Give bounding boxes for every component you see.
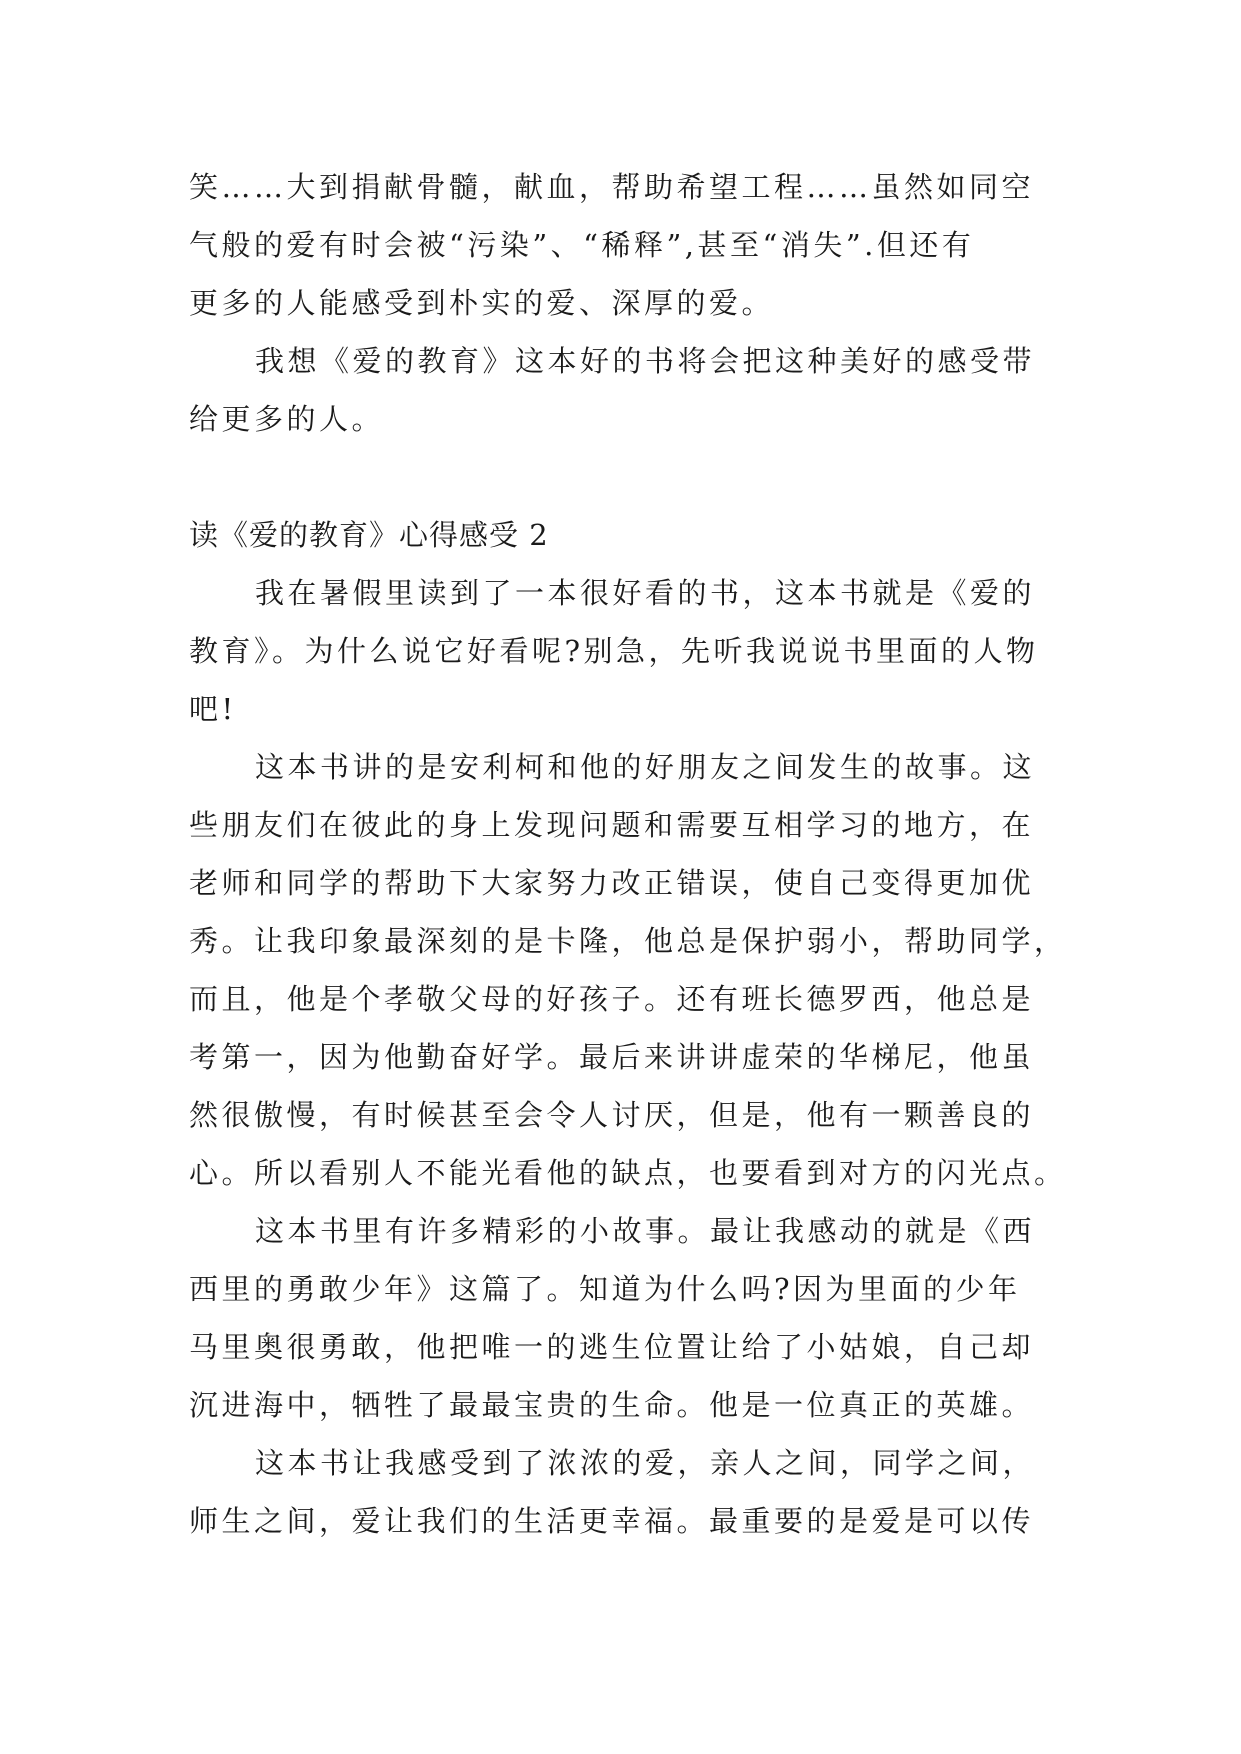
text-line: 然很傲慢，有时候甚至会令人讨厌，但是，他有一颗善良的	[189, 1098, 1035, 1132]
text-line: 给更多的人。	[189, 402, 385, 436]
text-line: 沉进海中，牺牲了最最宝贵的生命。他是一位真正的英雄。	[189, 1388, 1035, 1422]
text-line: 教育》。为什么说它好看呢?别急，先听我说说书里面的人物	[189, 634, 1039, 668]
text-line: 心。所以看别人不能光看他的缺点，也要看到对方的闪光点。	[189, 1156, 1067, 1190]
text-line: 我在暑假里读到了一本很好看的书，这本书就是《爱的	[255, 576, 1036, 610]
paragraph-story-characters	[189, 738, 1067, 1202]
text-line: 吧!	[189, 692, 237, 726]
text-line: 西里的勇敢少年》这篇了。知道为什么吗?因为里面的少年	[189, 1272, 1021, 1306]
text-line: 这本书讲的是安利柯和他的好朋友之间发生的故事。这	[255, 750, 1036, 784]
text-line: 这本书让我感受到了浓浓的爱，亲人之间，同学之间，	[255, 1446, 1036, 1480]
text-line: 这本书里有许多精彩的小故事。最让我感动的就是《西	[255, 1214, 1036, 1248]
text-line: 考第一，因为他勤奋好学。最后来讲讲虚荣的华梯尼，他虽	[189, 1040, 1035, 1074]
document-body	[189, 158, 1067, 1550]
text-line: 老师和同学的帮助下大家努力改正错误，使自己变得更加优	[189, 866, 1035, 900]
paragraph-feel-love	[189, 1434, 1049, 1550]
section-heading: 读《爱的教育》心得感受 2	[189, 518, 549, 552]
text-line: 秀。让我印象最深刻的是卡隆，他总是保护弱小，帮助同学，	[189, 924, 1067, 958]
paragraph-brave-boy	[189, 1202, 1049, 1434]
text-line: 更多的人能感受到朴实的爱、深厚的爱。	[189, 286, 775, 320]
text-line: 气般的爱有时会被“污染”、“稀释”,甚至“消失”.但还有	[189, 228, 975, 262]
paragraph-love-everywhere	[189, 158, 1049, 332]
text-line: 师生之间，爱让我们的生活更幸福。最重要的是爱是可以传	[189, 1504, 1035, 1538]
text-line: 我想《爱的教育》这本好的书将会把这种美好的感受带	[255, 344, 1036, 378]
paragraph-summer-reading	[189, 564, 1049, 738]
text-line: 些朋友们在彼此的身上发现问题和需要互相学习的地方，在	[189, 808, 1035, 842]
paragraph-book-brings-love	[189, 332, 1049, 448]
text-line: 笑……大到捐献骨髓，献血，帮助希望工程……虽然如同空	[189, 170, 1035, 204]
text-line: 而且，他是个孝敬父母的好孩子。还有班长德罗西，他总是	[189, 982, 1035, 1016]
text-line: 马里奥很勇敢，他把唯一的逃生位置让给了小姑娘，自己却	[189, 1330, 1035, 1364]
